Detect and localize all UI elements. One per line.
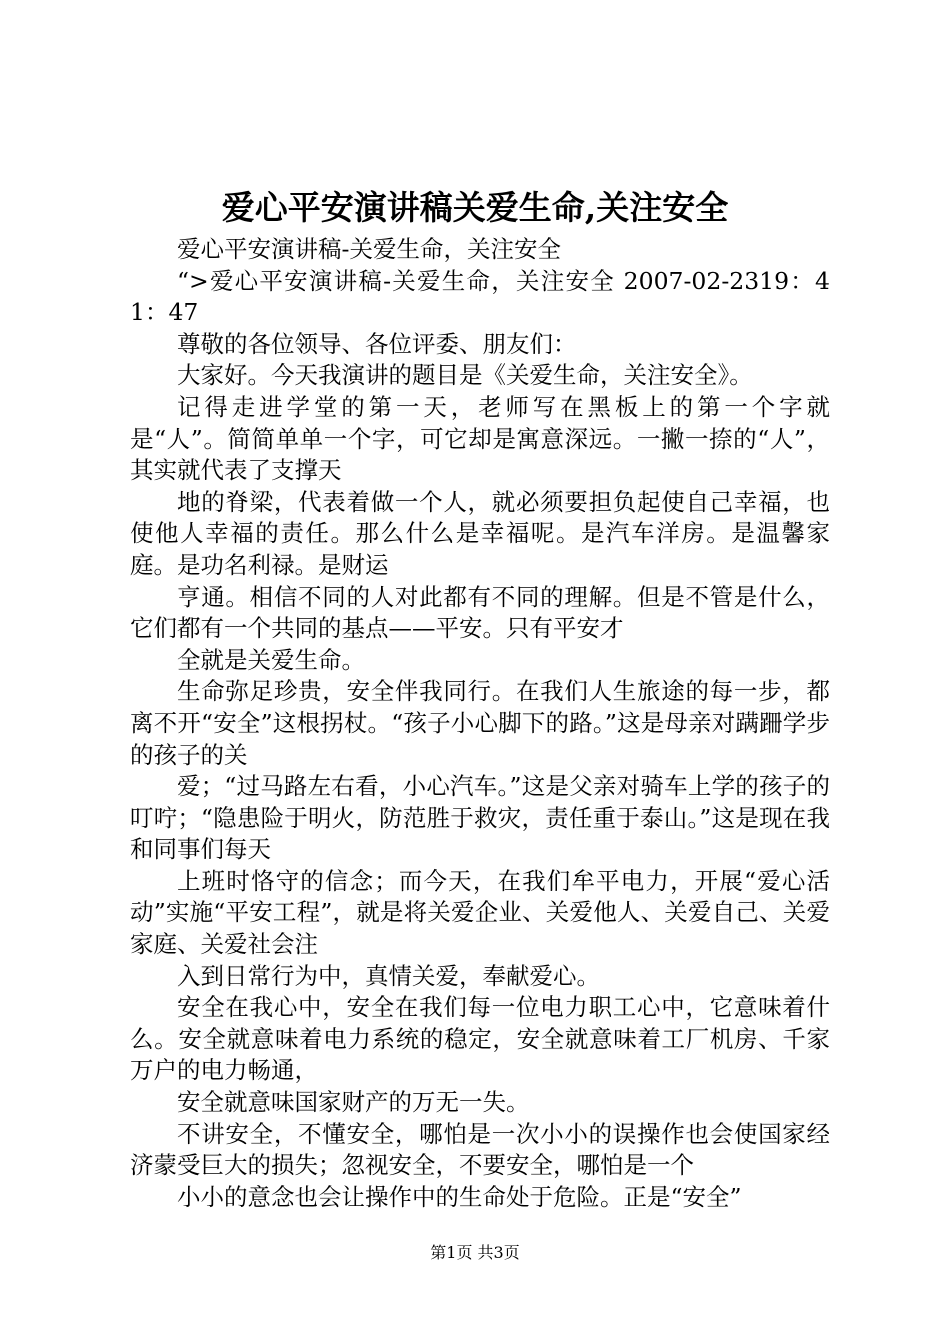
paragraph: 爱心平安演讲稿-关爱生命，关注安全: [177, 235, 561, 263]
document-title: 爱心平安演讲稿关爱生命,关注安全: [221, 188, 729, 227]
paragraph: 入到日常行为中，真情关爱，奉献爱心。: [177, 961, 600, 990]
paragraph: 安全就意味国家财产的万无一失。: [177, 1088, 530, 1117]
paragraph: 上班时恪守的信念；而今天，在我们牟平电力，开展“爱心活动”实施“平安工程”，就是将关爱企业、关爱他人、关爱自己、关爱家庭、关爱社会注: [130, 866, 830, 959]
paragraph: 安全在我心中，安全在我们每一位电力职工心中，它意味着什么。安全就意味着电力系统的稳定，安全就意味着工厂机房、千家万户的电力畅通，: [130, 993, 830, 1085]
paragraph: 尊敬的各位领导、各位评委、朋友们：: [177, 329, 577, 358]
paragraph: 小小的意念也会让操作中的生命处于危险。正是“安全”: [177, 1182, 742, 1211]
paragraph: 生命弥足珍贵，安全伴我同行。在我们人生旅途的每一步，都离不开“安全”这根拐杖。“孩子小心脚下的路。”这是母亲对蹒跚学步的孩子的关: [130, 677, 830, 769]
paragraph: 不讲安全，不懂安全，哪怕是一次小小的误操作也会使国家经济蒙受巨大的损失；忽视安全，不要安全，哪怕是一个: [130, 1119, 830, 1180]
paragraph: “>爱心平安演讲稿-关爱生命，关注安全 2007-02-2319：41：47: [130, 266, 830, 327]
document-body: [130, 234, 830, 1213]
paragraph: 大家好。今天我演讲的题目是《关爱生命，关注安全》。: [177, 361, 753, 390]
paragraph: 地的脊梁，代表着做一个人，就必须要担负起使自己幸福，也使他人幸福的责任。那么什么是幸福呢。是汽车洋房。是温馨家庭。是功名利禄。是财运: [130, 487, 830, 579]
paragraph: 记得走进学堂的第一天，老师写在黑板上的第一个字就是“人”。简简单单一个字，可它却是寓意深远。一撇一捺的“人”，其实就代表了支撑天: [130, 392, 830, 485]
paragraph: 爱；“过马路左右看，小心汽车。”这是父亲对骑车上学的孩子的叮咛；“隐患险于明火，防范胜于救灾，责任重于泰山。”这是现在我和同事们每天: [130, 772, 830, 864]
page-footer: 第1页 共3页: [430, 1243, 520, 1262]
paragraph: 全就是关爱生命。: [177, 645, 365, 674]
paragraph: 亨通。相信不同的人对此都有不同的理解。但是不管是什么，它们都有一个共同的基点——平安。只有平安才: [130, 582, 830, 643]
